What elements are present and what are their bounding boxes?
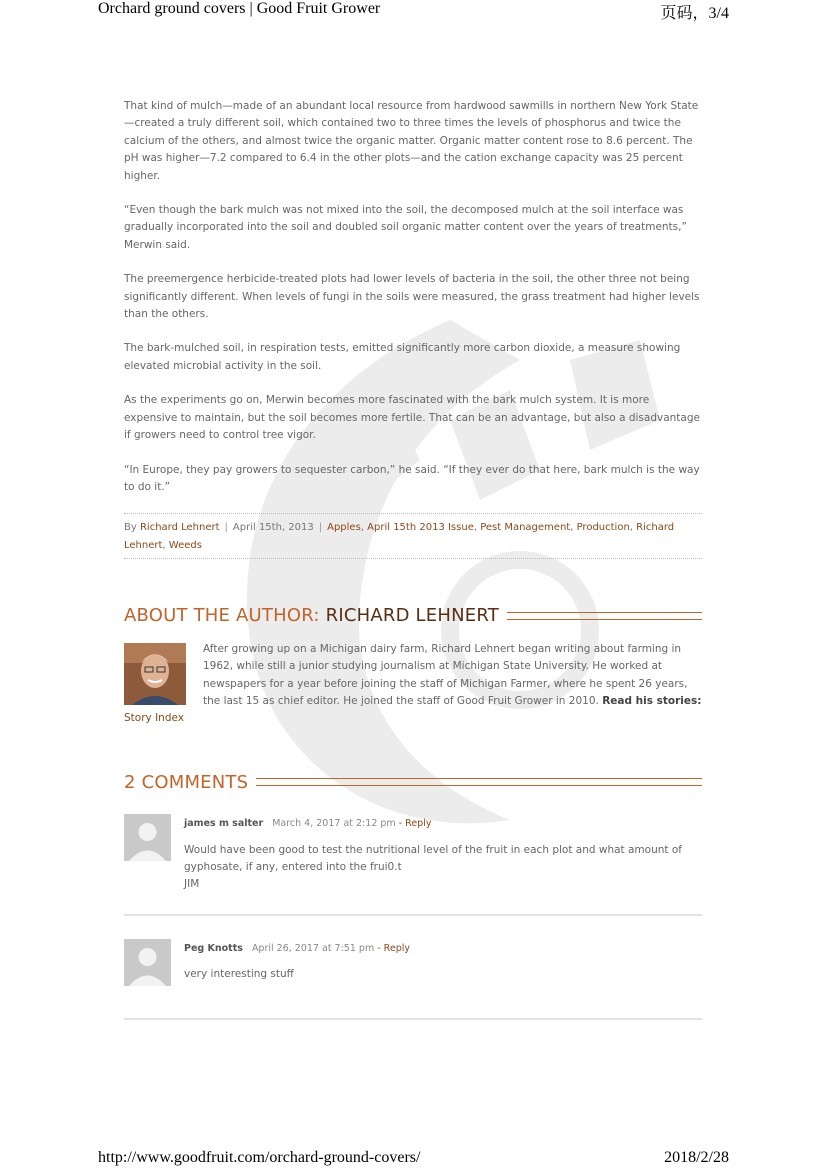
about-author-heading bbox=[124, 605, 702, 627]
comment-date: April 26, 2017 at 7:51 pm bbox=[251, 942, 375, 954]
article-paragraph: The bark-mulched soil, in respiration tests, emitted significantly more carbon dioxide, a measure showing elevated microbial activity in the soil. bbox=[124, 342, 681, 372]
comment-item bbox=[124, 791, 702, 916]
heading-rule bbox=[507, 612, 702, 620]
page-url: http://www.goodfruit.com/orchard-ground-covers/ bbox=[98, 1149, 421, 1166]
print-header bbox=[98, 0, 729, 22]
about-author-label: ABOUT THE AUTHOR: bbox=[124, 605, 320, 627]
publish-date: April 15th, 2013 bbox=[232, 522, 314, 534]
article-paragraph: The preemergence herbicide-treated plots had lower levels of bacteria in the soil, the other three not being significantly different. When levels of fungi in the soils were measured, the grass treatment had higher levels than the others. bbox=[124, 273, 700, 321]
article-paragraph: “Even though the bark mulch was not mixed into the soil, the decomposed mulch at the soil interface was gradually incorporated into the soil and doubled soil organic matter content over the years of treatments,” Merwin said. bbox=[124, 204, 687, 251]
tag-link-issue[interactable]: April 15th 2013 Issue bbox=[367, 522, 474, 534]
comment-author: Peg Knotts bbox=[184, 942, 243, 954]
tag-link-apples[interactable]: Apples bbox=[327, 522, 361, 534]
author-bio: After growing up on a Michigan dairy farm, Richard Lehnert began writing about farming in 1962, while still a junior studying journalism at Michigan State University. He worked at newspapers for a year before joining the staff of Michigan Farmer, where he spent 26 years, the last 15 as chief editor. He joined the staff of Good Fruit Grower in 2010. bbox=[203, 642, 688, 707]
by-label: By bbox=[124, 522, 137, 534]
reply-link[interactable]: - Reply bbox=[398, 818, 432, 830]
author-box bbox=[124, 641, 702, 728]
comments-heading bbox=[124, 771, 702, 793]
print-footer bbox=[98, 1147, 729, 1169]
meta-separator: | bbox=[224, 522, 228, 534]
author-portrait-icon bbox=[124, 643, 186, 705]
comment-text: very interesting stuff bbox=[184, 968, 294, 981]
comment-item bbox=[124, 916, 702, 1020]
print-date: 2018/2/28 bbox=[664, 1149, 729, 1166]
meta-separator: | bbox=[318, 522, 323, 534]
comments-count: 2 COMMENTS bbox=[124, 771, 249, 793]
comment-date: March 4, 2017 at 2:12 pm bbox=[272, 818, 396, 830]
tag-link-richard-lehnert[interactable]: Richard Lehnert bbox=[124, 522, 675, 551]
comment-author: james m salter bbox=[184, 818, 264, 830]
tag-link-production[interactable]: Production bbox=[576, 522, 630, 534]
reply-link[interactable]: - Reply bbox=[377, 942, 410, 954]
article-meta: By Richard Lehnert | April 15th, 2013 | Apples, April 15th 2013 Issue, Pest Management, Production, Richard Lehnert, Weeds bbox=[124, 513, 702, 559]
print-page-number: 页码，3/4 bbox=[660, 5, 729, 22]
default-avatar-icon bbox=[124, 814, 171, 861]
comment-text: JIM bbox=[184, 878, 200, 891]
author-photo bbox=[124, 643, 186, 705]
tag-link-weeds[interactable]: Weeds bbox=[168, 539, 202, 551]
tag-link-pest-management[interactable]: Pest Management bbox=[480, 522, 571, 534]
default-avatar-icon bbox=[124, 939, 171, 986]
article-paragraph: That kind of mulch—made of an abundant local resource from hardwood sawmills in northern New York State—created a truly different soil, which contained two to three times the levels of phosphorus and twice the calcium of the others, and almost twice the organic matter. Organic matter content rose to 8.6 percent. The pH was higher—7.2 compared to 6.4 in the other plots—and the cation exchange capacity was 25 percent higher. bbox=[124, 100, 699, 182]
article-content bbox=[124, 98, 702, 1020]
article-paragraph: “In Europe, they pay growers to sequester carbon,” he said. “If they ever do that here, bark mulch is the way to do it.” bbox=[124, 463, 700, 493]
heading-rule bbox=[256, 778, 702, 786]
story-index-link[interactable]: Story Index bbox=[124, 712, 184, 725]
read-stories-label: Read his stories: bbox=[602, 694, 702, 707]
about-author-name: RICHARD LEHNERT bbox=[325, 605, 499, 627]
avatar bbox=[124, 939, 171, 986]
avatar bbox=[124, 814, 171, 861]
comment-text: Would have been good to test the nutritional level of the fruit in each plot and what amount of gyphosate, if any, entered into the frui0.t bbox=[184, 843, 682, 873]
article-paragraph: As the experiments go on, Merwin becomes more fascinated with the bark mulch system. It is more expensive to maintain, but the soil becomes more fertile. That can be an advantage, but also a disadvantage if growers need to control tree vigor. bbox=[124, 394, 700, 442]
print-page-title: Orchard ground covers | Good Fruit Grower bbox=[98, 0, 381, 17]
author-link[interactable]: Richard Lehnert bbox=[139, 522, 220, 534]
